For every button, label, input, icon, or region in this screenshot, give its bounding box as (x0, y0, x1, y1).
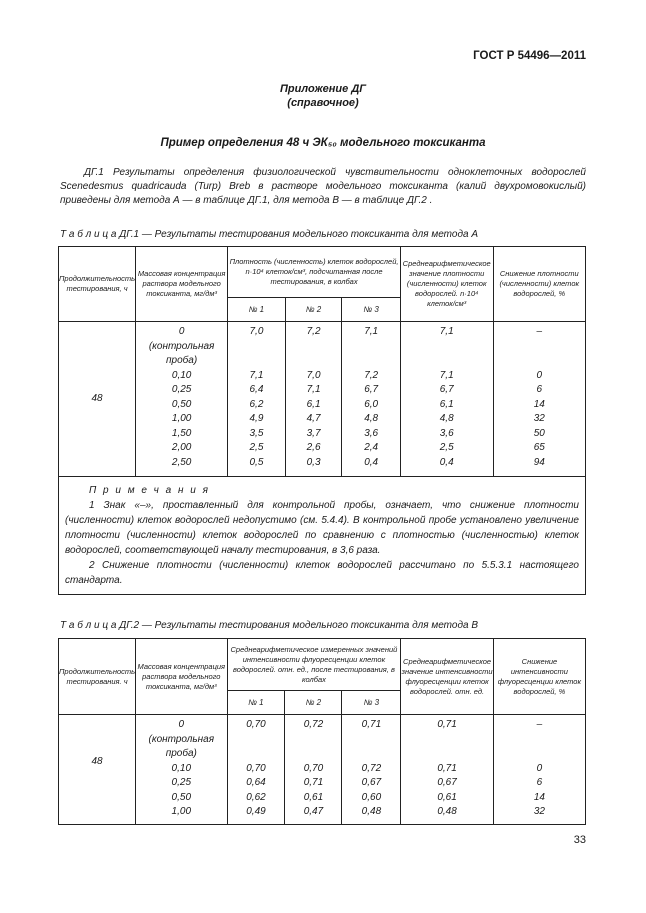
table-cell: 65 (533, 442, 545, 453)
table-cell: 7,0 (306, 369, 321, 381)
reduction-column (493, 322, 586, 477)
table-cell: 6,7 (439, 384, 454, 395)
table-cell: 0,3 (306, 456, 321, 468)
table-cell (494, 733, 585, 748)
table-cell: 6 (536, 384, 543, 395)
table-cell: 0,48 (437, 806, 457, 817)
table-cell: 14 (533, 398, 545, 410)
table-cell: 0,72 (303, 719, 324, 730)
table-cell: 6,1 (306, 398, 321, 410)
mean-column (401, 715, 494, 825)
table-cell: 3,6 (439, 427, 454, 439)
table-cell: 0,67 (361, 777, 382, 788)
table-cell: 6,2 (249, 398, 264, 410)
table-cell (228, 747, 285, 762)
table-cell (494, 747, 585, 762)
note-2: 2 Снижение плотности (численности) клеток водорослей рассчитано по 5.5.3.1 настоящего стандарта. (65, 560, 579, 586)
concentration-column (136, 715, 227, 825)
table-cell: (контрольная (148, 733, 215, 745)
table-cell: 94 (533, 456, 545, 468)
table-cell: 0,71 (361, 719, 382, 730)
header-mean: Среднеарифметическое значение интенсивности флуоресценции клеток водорослей. отн. ед. (401, 639, 494, 715)
table-cell: 2,5 (249, 442, 264, 453)
mean-column (400, 322, 493, 477)
duration-value: 48 (59, 322, 136, 477)
appendix-title: Приложение ДГ (279, 83, 367, 95)
flask1-column (228, 322, 286, 477)
table-cell: 3,7 (306, 427, 321, 439)
table-cell (286, 354, 342, 369)
table-cell: 0,5 (249, 456, 264, 468)
table-cell: 0,50 (171, 398, 192, 410)
table-cell: 0,25 (171, 384, 192, 395)
table-dg1 (58, 246, 586, 595)
flask2-column (285, 715, 342, 825)
table-cell (494, 340, 586, 355)
table-cell: 0,50 (171, 791, 192, 803)
table-cell: 0,62 (246, 791, 266, 803)
table-cell: 6,7 (364, 384, 379, 395)
header-concentration: Массовая концентрация раствора модельного токсиканта, мг/дм³ (136, 639, 227, 715)
table-cell: 2,5 (439, 442, 454, 453)
table-cell: 4,9 (249, 413, 264, 424)
table-cell: 4,8 (364, 413, 379, 424)
table-cell (228, 733, 285, 748)
table-cell: 0,61 (437, 791, 457, 803)
table-cell: 0 (536, 369, 543, 381)
table-cell: 1,00 (171, 806, 192, 817)
header-intensity: Среднеарифметическое измеренных значений интенсивности флуоресценции клеток водорослей. отн. ед., после тестирования, в колбах (227, 639, 401, 691)
table2-caption: Т а б л и ц а ДГ.2 — Результаты тестирования модельного токсиканта для метода В (60, 620, 478, 631)
table-cell: 50 (533, 427, 545, 439)
flask3-column (342, 715, 401, 825)
table-cell: 0,71 (303, 777, 324, 788)
table-cell (286, 340, 342, 355)
table-cell (401, 733, 493, 748)
table-cell: 3,5 (249, 427, 264, 439)
table-cell: 0 (178, 719, 185, 730)
header-flask-3: № 3 (342, 298, 400, 322)
table-cell: 0,72 (361, 762, 382, 774)
table-cell (401, 340, 493, 355)
table-cell: 3,6 (364, 427, 379, 439)
table-cell (494, 354, 586, 369)
table-cell: 0,64 (246, 777, 266, 788)
table-cell: 0,67 (437, 777, 457, 788)
header-mean: Среднеарифметическое значение плотности (численности) клеток водорослей. n·10⁴ клеток/см³ (400, 247, 493, 322)
table-cell: 7,1 (364, 326, 379, 337)
example-title: Пример определения 48 ч ЭК₅₀ модельного токсиканта (160, 137, 486, 149)
header-density: Плотность (численность) клеток водорослей, n·10⁴ клеток/см³, подсчитанная после тестирования, в колбах (228, 247, 401, 298)
reduction-column (493, 715, 585, 825)
table-cell: 0,48 (361, 806, 382, 817)
table-cell (401, 354, 493, 369)
table-cell (285, 747, 341, 762)
table-cell: 4,8 (439, 413, 454, 424)
table-cell: 1,00 (171, 413, 192, 424)
table-cell: 0,60 (361, 791, 382, 803)
table-cell (228, 354, 285, 369)
table-cell: 2,6 (306, 442, 321, 453)
header-concentration: Массовая концентрация раствора модельного токсиканта, мг/дм³ (136, 247, 228, 322)
table-dg2 (58, 638, 586, 825)
table-cell: 0,71 (437, 719, 457, 730)
table-cell: 6,1 (439, 398, 454, 410)
header-duration: Продолжительность тестирования. ч (59, 639, 136, 715)
table-cell: 32 (533, 413, 545, 424)
table-cell: 14 (533, 791, 545, 803)
table-cell: 0,61 (303, 791, 324, 803)
table-cell: 0,47 (303, 806, 324, 817)
header-flask-1: № 1 (228, 298, 286, 322)
flask1-column (227, 715, 285, 825)
page-number: 33 (573, 834, 586, 846)
table-cell: 7,2 (364, 369, 379, 381)
table-cell: (контрольная (148, 340, 215, 352)
notes-title: П р и м е ч а н и я (89, 485, 210, 496)
table-cell: 7,1 (439, 369, 454, 381)
table-cell: 0,25 (171, 777, 192, 788)
notes (59, 477, 586, 595)
header-reduction: Снижение интенсивности флуоресценции клеток водорослей, % (493, 639, 585, 715)
table-cell: 0,70 (246, 719, 266, 730)
header-flask-1: № 1 (227, 691, 285, 715)
flask3-column (342, 322, 400, 477)
table-cell: 4,7 (306, 413, 321, 424)
table-cell: 6 (536, 777, 543, 788)
duration-value: 48 (59, 715, 136, 825)
table-cell (342, 733, 400, 748)
note-1: 1 Знак «–», проставленный для контрольной пробы, означает, что снижение плотности (численности) клеток водорослей недопустимо (см. 5.4.4). В контрольной пробе установлено увеличение плотности (численности) клеток водорослей по сравнению с плотностью (численностью) клеток водорослей, соответствующей началу тестирования, в 3,6 раза. (65, 500, 579, 556)
header-flask-2: № 2 (285, 691, 342, 715)
table-cell: проба) (165, 748, 197, 759)
table-cell (401, 747, 493, 762)
table-cell: 7,1 (439, 326, 454, 337)
appendix-subtitle: (справочное) (287, 97, 359, 109)
table-cell: 0 (178, 326, 185, 337)
flask2-column (285, 322, 342, 477)
table-cell: 2,4 (364, 442, 379, 453)
table-cell: 6,4 (249, 384, 264, 395)
table-cell: 0,70 (303, 762, 324, 774)
table-cell (342, 354, 399, 369)
table-cell: проба) (166, 355, 198, 366)
table-cell: – (536, 326, 543, 337)
table-cell: 0,49 (246, 806, 266, 817)
table-cell: 7,1 (249, 369, 264, 381)
table-cell: 2,00 (171, 442, 192, 453)
table-cell: 0,10 (171, 369, 192, 381)
table-cell: 32 (533, 806, 545, 817)
header-reduction: Снижение плотности (численности) клеток водорослей, % (493, 247, 586, 322)
intro-paragraph: ДГ.1 Результаты определения физиологической чувствительности одноклеточных водорослей Scenedesmus quadricauda (Turp) Breb в растворе модельного токсиканта (калий двухромовокислый) приведены для метода А — в таблице ДГ.1, для метода В — в таблице ДГ.2 . (60, 167, 586, 206)
table-cell: 1,50 (171, 427, 192, 439)
table-cell: 0,4 (439, 456, 454, 468)
table-cell: – (536, 719, 543, 730)
header-flask-3: № 3 (342, 691, 401, 715)
table-cell (342, 340, 399, 355)
table-cell: 0,71 (437, 762, 457, 774)
table1-caption: Т а б л и ц а ДГ.1 — Результаты тестирования модельного токсиканта для метода А (60, 229, 478, 240)
table-cell: 7,2 (306, 326, 321, 337)
table-cell (228, 340, 285, 355)
table-cell (285, 733, 341, 748)
table-cell: 6,0 (364, 398, 379, 410)
table-cell: 0,4 (364, 456, 379, 468)
table-cell (342, 747, 400, 762)
table-cell: 0,70 (246, 762, 266, 774)
concentration-column (136, 322, 228, 477)
table-cell: 0,10 (171, 762, 192, 774)
header-duration: Продолжительность тестирования, ч (59, 247, 136, 322)
standard-number: ГОСТ Р 54496—2011 (473, 50, 586, 62)
table-cell: 7,1 (306, 384, 321, 395)
table-cell: 2,50 (171, 456, 192, 468)
header-flask-2: № 2 (285, 298, 342, 322)
table-cell: 7,0 (249, 326, 264, 337)
table-cell: 0 (536, 762, 543, 774)
